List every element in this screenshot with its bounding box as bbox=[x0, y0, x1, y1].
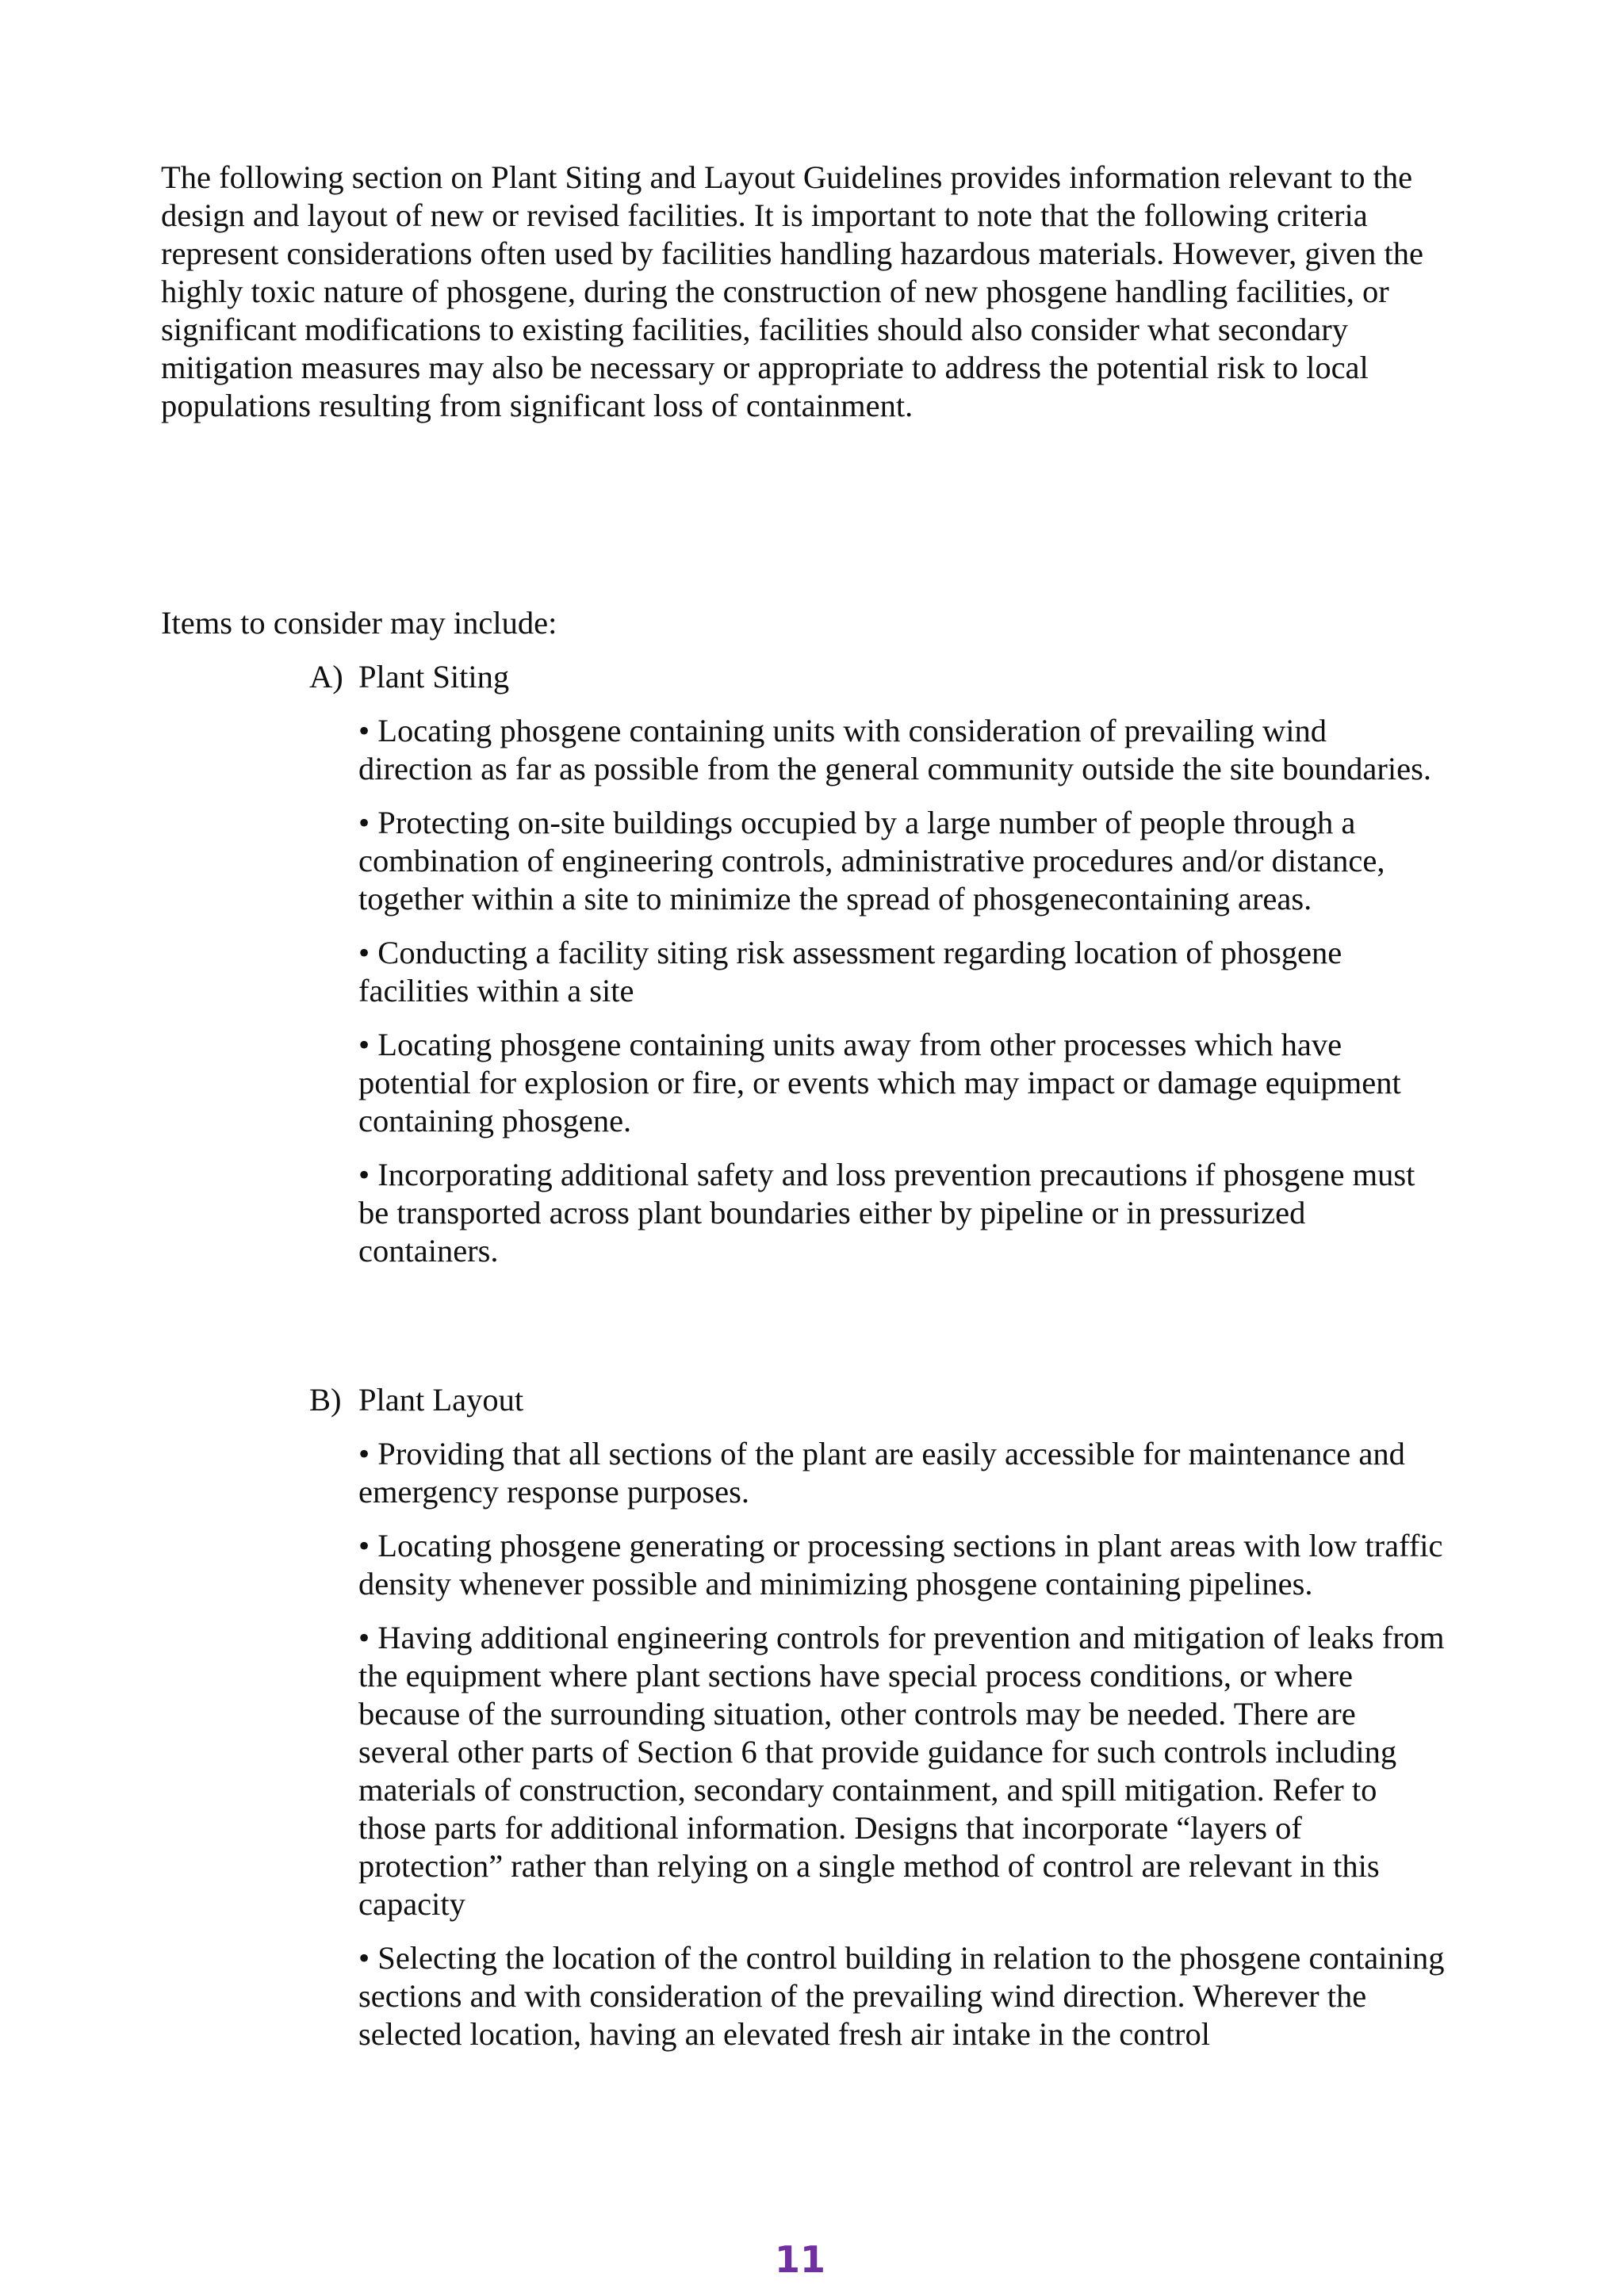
list-item: • Locating phosgene containing units with consideration of prevailing wind direction as far as possible from the general community outside the site boundaries. bbox=[358, 713, 1432, 786]
list-item: • Incorporating additional safety and loss prevention precautions if phosgene must be transported across plant boundaries either by pipeline or in pressurized containers. bbox=[358, 1157, 1415, 1269]
bullet-list bbox=[0, 712, 1624, 1270]
section-letter: A) bbox=[309, 659, 343, 695]
section-plant-layout bbox=[0, 1381, 1624, 2069]
list-item: • Selecting the location of the control building in relation to the phosgene containing sections and with consideration of the prevailing wind direction. Wherever the selected location, having an elevated fresh air intake in the control bbox=[358, 1940, 1445, 2052]
page-number: 11 bbox=[774, 2238, 825, 2281]
bullet-list bbox=[0, 1435, 1624, 2053]
section-heading bbox=[0, 1381, 1624, 1419]
list-item: • Protecting on-site buildings occupied by a large number of people through a combination of engineering controls, administrative procedures and/or distance, together within a site to minimize the spread of phosgenecontaining areas. bbox=[358, 805, 1385, 916]
list-item: • Providing that all sections of the plant are easily accessible for maintenance and emergency response purposes. bbox=[358, 1436, 1405, 1510]
section-title: Plant Siting bbox=[358, 659, 510, 695]
items-intro: Items to consider may include: bbox=[161, 605, 557, 641]
list-item: • Conducting a facility siting risk assessment regarding location of phosgene facilities within a site bbox=[358, 935, 1342, 1008]
section-title: Plant Layout bbox=[358, 1382, 524, 1418]
intro-paragraph: The following section on Plant Siting and Layout Guidelines provides information relevant to the design and layout of new or revised facilities. It is important to note that the following criteria represent considerations often used by facilities handling hazardous materials. However, given the highly toxic nature of phosgene, during the construction of new phosgene handling facilities, or significant modifications to existing facilities, facilities should also consider what secondary mitigation measures may also be necessary or appropriate to address the potential risk to local populations resulting from significant loss of containment. bbox=[161, 159, 1423, 423]
list-item: • Having additional engineering controls for prevention and mitigation of leaks from the equipment where plant sections have special process conditions, or where because of the surrounding situation, other controls may be needed. There are several other parts of Section 6 that provide guidance for such controls including materials of construction, secondary containment, and spill mitigation. Refer to those parts for additional information. Designs that incorporate “layers of protection” rather than relying on a single method of control are relevant in this capacity bbox=[358, 1620, 1445, 1922]
section-letter: B) bbox=[309, 1382, 342, 1418]
section-plant-siting bbox=[0, 658, 1624, 1286]
section-heading bbox=[0, 658, 1624, 696]
list-item: • Locating phosgene containing units away from other processes which have potential for explosion or fire, or events which may impact or damage equipment containing phosgene. bbox=[358, 1027, 1401, 1138]
list-item: • Locating phosgene generating or processing sections in plant areas with low traffic density whenever possible and minimizing phosgene containing pipelines. bbox=[358, 1528, 1443, 1601]
